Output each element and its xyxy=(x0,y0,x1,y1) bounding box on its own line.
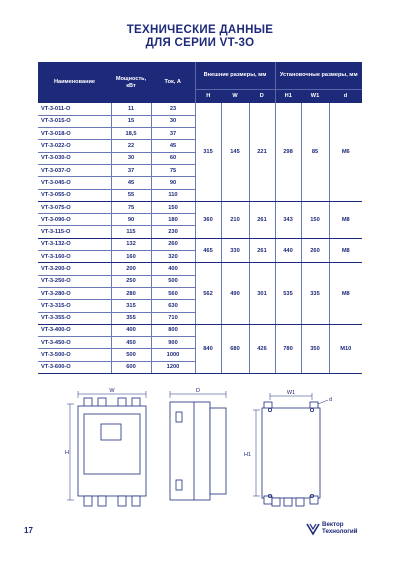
cell-model: VT-3-600-O xyxy=(38,361,111,373)
cell-current: 150 xyxy=(151,201,195,213)
company-logo xyxy=(306,521,376,537)
cell-dim-d: 426 xyxy=(249,324,275,373)
mount-d-label: d xyxy=(329,397,333,403)
cell-dim-h: 562 xyxy=(195,263,221,324)
cell-dim-w1: 335 xyxy=(301,263,329,324)
cell-model: VT-3-030-O xyxy=(38,152,111,164)
cell-dim-d: M8 xyxy=(329,201,362,238)
cell-current: 180 xyxy=(151,214,195,226)
cell-model: VT-3-075-O xyxy=(38,201,111,213)
table-row xyxy=(38,201,362,213)
cell-model: VT-3-280-O xyxy=(38,287,111,299)
cell-dim-h1: 780 xyxy=(275,324,301,373)
specs-body xyxy=(38,103,362,374)
cell-current: 60 xyxy=(151,152,195,164)
specs-table xyxy=(38,62,362,374)
cell-current: 45 xyxy=(151,140,195,152)
cell-dim-h1: 535 xyxy=(275,263,301,324)
logo-mark-icon xyxy=(306,522,320,536)
cell-dim-d: M6 xyxy=(329,103,362,201)
mounting-view-drawing xyxy=(244,388,344,514)
cell-current: 1000 xyxy=(151,349,195,361)
page-title xyxy=(0,24,400,50)
side-view-drawing xyxy=(160,388,240,514)
table-row xyxy=(38,263,362,275)
cell-power: 18,5 xyxy=(111,128,151,140)
cell-power: 400 xyxy=(111,324,151,336)
cell-model: VT-3-160-O xyxy=(38,251,111,263)
cell-model: VT-3-090-O xyxy=(38,214,111,226)
cell-power: 22 xyxy=(111,140,151,152)
cell-power: 355 xyxy=(111,312,151,324)
header-mounting: Установочные размеры, мм xyxy=(275,62,362,89)
cell-dim-d: M8 xyxy=(329,238,362,263)
cell-dim-w: 680 xyxy=(221,324,249,373)
cell-power: 15 xyxy=(111,115,151,127)
header-h1: H1 xyxy=(275,89,301,103)
cell-power: 132 xyxy=(111,238,151,250)
cell-current: 75 xyxy=(151,164,195,176)
cell-model: VT-3-500-O xyxy=(38,349,111,361)
cell-dim-h: 465 xyxy=(195,238,221,263)
cell-dim-d: M10 xyxy=(329,324,362,373)
cell-dim-h1: 343 xyxy=(275,201,301,238)
cell-current: 37 xyxy=(151,128,195,140)
cell-dim-h: 315 xyxy=(195,103,221,201)
front-w-label: W xyxy=(109,388,115,394)
cell-dim-w1: 260 xyxy=(301,238,329,263)
cell-power: 75 xyxy=(111,201,151,213)
table-row xyxy=(38,238,362,250)
cell-dim-w: 490 xyxy=(221,263,249,324)
cell-power: 11 xyxy=(111,103,151,115)
cell-power: 500 xyxy=(111,349,151,361)
cell-model: VT-3-018-O xyxy=(38,128,111,140)
cell-dim-h: 840 xyxy=(195,324,221,373)
mount-w1-label: W1 xyxy=(286,390,296,396)
cell-power: 55 xyxy=(111,189,151,201)
table-row xyxy=(38,103,362,115)
cell-current: 110 xyxy=(151,189,195,201)
header-h: H xyxy=(195,89,221,103)
cell-power: 37 xyxy=(111,164,151,176)
page-number: 17 xyxy=(24,526,33,535)
cell-current: 800 xyxy=(151,324,195,336)
cell-model: VT-3-115-O xyxy=(38,226,111,238)
cell-model: VT-3-450-O xyxy=(38,337,111,349)
cell-power: 250 xyxy=(111,275,151,287)
cell-dim-w: 145 xyxy=(221,103,249,201)
cell-current: 500 xyxy=(151,275,195,287)
cell-dim-d: 301 xyxy=(249,263,275,324)
logo-line-2: Технологий xyxy=(322,527,358,535)
cell-model: VT-3-250-O xyxy=(38,275,111,287)
logo-line-1: Вектор xyxy=(322,521,344,528)
title-line-2: ДЛЯ СЕРИИ VT-3O xyxy=(145,37,255,49)
cell-power: 90 xyxy=(111,214,151,226)
cell-current: 900 xyxy=(151,337,195,349)
cell-current: 560 xyxy=(151,287,195,299)
header-w1: W1 xyxy=(301,89,329,103)
table-row xyxy=(38,324,362,336)
header-external: Внешние размеры, мм xyxy=(195,62,275,89)
cell-dim-w: 210 xyxy=(221,201,249,238)
cell-model: VT-3-037-O xyxy=(38,164,111,176)
cell-dim-w1: 85 xyxy=(301,103,329,201)
header-d: D xyxy=(249,89,275,103)
cell-current: 400 xyxy=(151,263,195,275)
cell-model: VT-3-055-O xyxy=(38,189,111,201)
cell-power: 30 xyxy=(111,152,151,164)
cell-power: 160 xyxy=(111,251,151,263)
cell-dim-d: 221 xyxy=(249,103,275,201)
cell-model: VT-3-400-O xyxy=(38,324,111,336)
cell-model: VT-3-132-O xyxy=(38,238,111,250)
cell-current: 320 xyxy=(151,251,195,263)
cell-current: 230 xyxy=(151,226,195,238)
cell-model: VT-3-045-O xyxy=(38,177,111,189)
cell-current: 90 xyxy=(151,177,195,189)
cell-dim-h: 360 xyxy=(195,201,221,238)
cell-model: VT-3-200-O xyxy=(38,263,111,275)
cell-power: 450 xyxy=(111,337,151,349)
cell-dim-d: 261 xyxy=(249,201,275,238)
cell-model: VT-3-022-O xyxy=(38,140,111,152)
cell-dim-d: 261 xyxy=(249,238,275,263)
cell-power: 200 xyxy=(111,263,151,275)
cell-current: 630 xyxy=(151,300,195,312)
cell-current: 260 xyxy=(151,238,195,250)
cell-model: VT-3-015-O xyxy=(38,115,111,127)
header-power: Мощность, кВт xyxy=(111,62,151,103)
front-h-label: H xyxy=(65,450,69,456)
cell-power: 45 xyxy=(111,177,151,189)
cell-current: 30 xyxy=(151,115,195,127)
cell-current: 710 xyxy=(151,312,195,324)
cell-dim-d: M8 xyxy=(329,263,362,324)
side-d-label: D xyxy=(196,388,200,394)
cell-current: 23 xyxy=(151,103,195,115)
header-current: Ток, А xyxy=(151,62,195,103)
header-name: Наименование xyxy=(38,62,111,103)
cell-dim-w1: 350 xyxy=(301,324,329,373)
header-d-small: d xyxy=(329,89,362,103)
cell-power: 280 xyxy=(111,287,151,299)
cell-current: 1200 xyxy=(151,361,195,373)
cell-dim-w1: 150 xyxy=(301,201,329,238)
cell-model: VT-3-315-O xyxy=(38,300,111,312)
cell-power: 600 xyxy=(111,361,151,373)
title-line-1: ТЕХНИЧЕСКИЕ ДАННЫЕ xyxy=(126,24,274,36)
cell-power: 115 xyxy=(111,226,151,238)
cell-power: 315 xyxy=(111,300,151,312)
cell-model: VT-3-355-O xyxy=(38,312,111,324)
header-w: W xyxy=(221,89,249,103)
mount-h1-label: H1 xyxy=(244,452,252,458)
cell-dim-h1: 298 xyxy=(275,103,301,201)
cell-dim-h1: 440 xyxy=(275,238,301,263)
cell-model: VT-3-011-O xyxy=(38,103,111,115)
front-view-drawing xyxy=(64,388,160,514)
cell-dim-w: 330 xyxy=(221,238,249,263)
